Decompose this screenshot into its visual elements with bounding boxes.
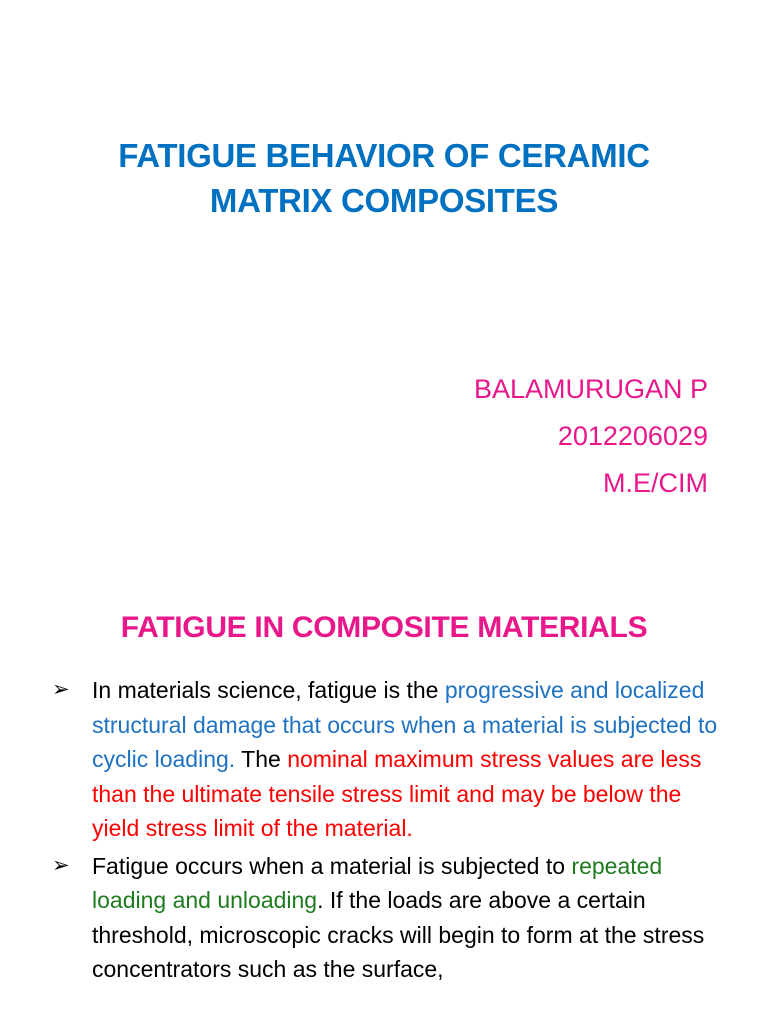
presentation-title bbox=[40, 133, 728, 223]
bullet2-text-intro: Fatigue occurs when a material is subjected to bbox=[92, 852, 572, 879]
content-slide bbox=[0, 575, 768, 1024]
title-line-2: MATRIX COMPOSITES bbox=[209, 182, 559, 219]
bullet-item-1 bbox=[48, 673, 724, 846]
author-id: 2012206029 bbox=[557, 421, 708, 451]
arrow-bullet-icon: ➢ bbox=[52, 853, 70, 877]
bullet2-text-rest: . If the loads are above a certain threshold, microscopic cracks will begin to form at the stress concentrators such as the surface, bbox=[92, 887, 705, 982]
bullet-list bbox=[48, 673, 724, 990]
author-program: M.E/CIM bbox=[603, 468, 708, 498]
bullet1-text-definition: progressive and localized structural damage that occurs when a material is subjected to cyclic loading. bbox=[92, 677, 718, 772]
bullet-item-2 bbox=[48, 849, 724, 987]
bullet1-text-intro: In materials science, fatigue is the bbox=[92, 677, 445, 703]
title-line-1: FATIGUE BEHAVIOR OF CERAMIC bbox=[118, 137, 650, 174]
bullet2-text-loading: repeated loading and unloading bbox=[92, 852, 663, 913]
author-name: BALAMURUGAN P bbox=[473, 374, 708, 404]
slide-heading: FATIGUE IN COMPOSITE MATERIALS bbox=[120, 611, 648, 644]
bullet1-text-stress: nominal maximum stress values are less than the ultimate tensile stress limit and may be below the yield stress limit of the material. bbox=[92, 746, 702, 841]
bullet1-text-connector: The bbox=[235, 746, 288, 772]
arrow-bullet-icon: ➢ bbox=[52, 678, 70, 701]
author-info bbox=[474, 366, 708, 507]
